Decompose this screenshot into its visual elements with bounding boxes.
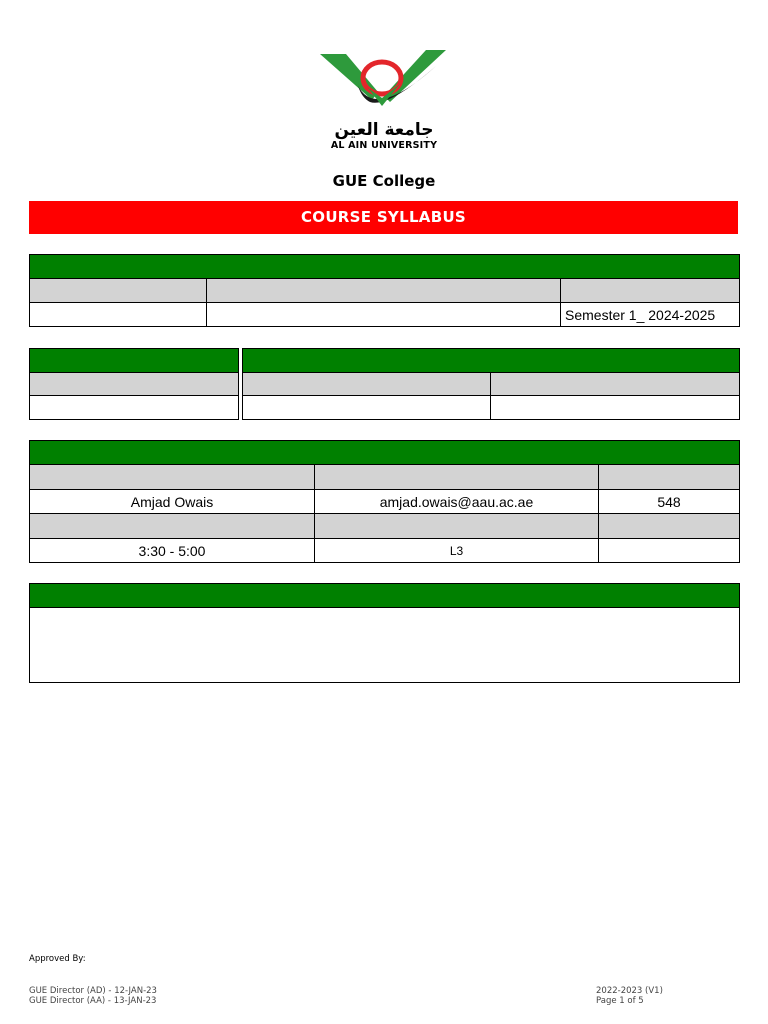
instructor-label-cell bbox=[30, 514, 315, 539]
office-hours-location: L3 bbox=[315, 539, 599, 563]
office-hours-extra bbox=[599, 539, 740, 563]
course-details-right-header bbox=[243, 349, 740, 373]
instructor-label-cell bbox=[315, 514, 599, 539]
page-number: Page 1 of 5 bbox=[596, 996, 644, 1006]
course-details-left-table bbox=[29, 348, 239, 420]
instructor-name: Amjad Owais bbox=[30, 490, 315, 514]
course-details-right-value bbox=[243, 396, 491, 420]
course-description-header bbox=[30, 584, 740, 608]
instructor-info-header bbox=[30, 441, 740, 465]
course-details-right-label bbox=[243, 373, 491, 396]
course-details-left-label bbox=[30, 373, 239, 396]
instructor-label-cell bbox=[315, 465, 599, 490]
instructor-label-cell bbox=[30, 465, 315, 490]
course-info-label-cell bbox=[561, 279, 740, 303]
director-ad-line: GUE Director (AD) - 12-JAN-23 bbox=[29, 986, 157, 996]
course-info-table bbox=[29, 254, 740, 327]
instructor-email: amjad.owais@aau.ac.ae bbox=[315, 490, 599, 514]
semester-value: Semester 1_ 2024-2025 bbox=[561, 303, 740, 327]
instructor-office: 548 bbox=[599, 490, 740, 514]
instructor-info-table bbox=[29, 440, 740, 563]
college-title: GUE College bbox=[332, 172, 436, 190]
version-label: 2022-2023 (V1) bbox=[596, 986, 663, 996]
course-info-label-cell bbox=[207, 279, 561, 303]
office-hours-time: 3:30 - 5:00 bbox=[30, 539, 315, 563]
instructor-label-cell bbox=[599, 514, 740, 539]
course-details-right-value bbox=[491, 396, 740, 420]
course-description-body bbox=[30, 608, 740, 683]
course-info-value-cell bbox=[207, 303, 561, 327]
course-details-left-header bbox=[30, 349, 239, 373]
course-info-value-cell bbox=[30, 303, 207, 327]
course-info-header bbox=[30, 255, 740, 279]
director-aa-line: GUE Director (AA) - 13-JAN-23 bbox=[29, 996, 157, 1006]
course-info-label-cell bbox=[30, 279, 207, 303]
course-details-right-table bbox=[242, 348, 740, 420]
university-name-english: AL AIN UNIVERSITY bbox=[330, 140, 438, 151]
university-name-arabic: جامعة العين bbox=[334, 120, 434, 140]
course-description-table bbox=[29, 583, 740, 683]
approved-by-label: Approved By: bbox=[29, 954, 86, 964]
course-syllabus-banner: COURSE SYLLABUS bbox=[29, 201, 738, 234]
course-details-left-value bbox=[30, 396, 239, 420]
course-details-right-label bbox=[491, 373, 740, 396]
instructor-label-cell bbox=[599, 465, 740, 490]
